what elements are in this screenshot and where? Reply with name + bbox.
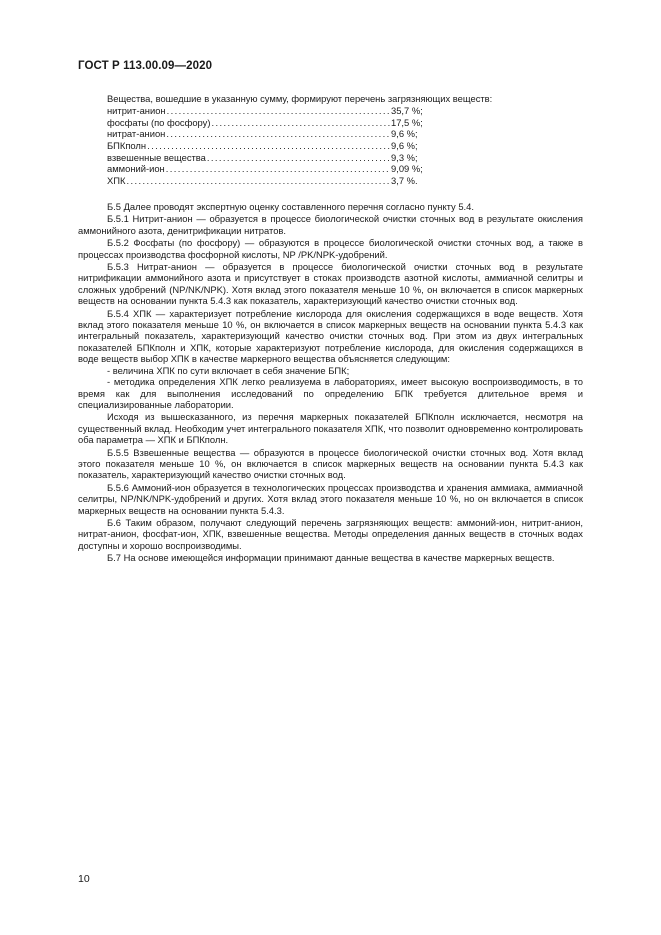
leader-dots <box>166 128 390 140</box>
paragraph-b5: Б.5 Далее проводят экспертную оценку составленного перечня согласно пункту 5.4. <box>107 201 474 212</box>
document-body <box>78 201 583 564</box>
substances-intro: Вещества, вошедшие в указанную сумму, формируют перечень загрязняющих веществ: <box>107 93 493 104</box>
substance-name: БПКполн <box>107 140 147 152</box>
paragraph-b7: Б.7 На основе имеющейся информации принимают данные вещества в качестве маркерных веществ. <box>107 552 555 564</box>
paragraph-b5-6: Б.5.6 Аммоний-ион образуется в технологических процессах производства и хранения аммиака, аммиачной селитры, NP/NK/NPK-удобрений и других. Хотя вклад этого показателя меньше 10 %, но он включается в список маркерных веществ на основании пункта 5.4.3. <box>78 481 583 516</box>
bullet-item: - методика определения ХПК легко реализуема в лабораториях, имеет высокую воспроизводимость, в то время как для выполнения исследований по определению БПК требуется длительное время и специализированные лаборатории. <box>78 376 583 410</box>
substance-name: нитрит-анион <box>107 104 166 116</box>
leader-dots <box>167 105 390 117</box>
paragraph-b5-1: Б.5.1 Нитрит-анион — образуется в процессе биологической очистки сточных вод в результате окисления аммонийного азота, денитрификации нитратов. <box>78 213 583 236</box>
paragraph-b5-5: Б.5.5 Взвешенные вещества — образуются в процессе биологической очистки сточных вод. Хотя вклад этого показателя меньше 10 %, он включается в список маркерных веществ на основании пункта 5.4.3 как показатель, характеризующий качество очистки сточных вод. <box>78 446 583 481</box>
list-item <box>107 140 427 152</box>
substance-name: нитрат-анион <box>107 128 166 140</box>
paragraph-b5-3: Б.5.3 Нитрат-анион — образуется в процессе биологической очистки сточных вод в результате нитрификации аммонийного азота и присутствует в стоках производств азотной кислоты, аммиачной селитры и сложных удобрений (NP/NK/NPK). Хотя вклад этого показателя меньше 10 %, он включается в список маркерных веществ на основании пункта 5.4.3 как показатель, характеризующий качество очистки сточных вод. <box>78 261 583 307</box>
leader-dots <box>147 140 390 152</box>
bullet-item: - величина ХПК по сути включает в себя значение БПК; <box>107 364 350 376</box>
paragraph-b5-2: Б.5.2 Фосфаты (по фосфору) — образуются в процессе биологической очистки сточных вод, а также в процессах производства фосфорной кислоты, NP /PK/NPK-удобрений. <box>78 237 583 260</box>
paragraph-b5-4: Б.5.4 ХПК — характеризует потребление кислорода для окисления содержащихся в воде веществ. Хотя вклад этого показателя меньше 10 %, он включается в список маркерных веществ на основании пункта 5.4.3 как интегральный показатель, характеризующий качество очистки сточных вод. При этом из двух интегральных показателей БПКполн и ХПК, которые характеризуют потребление кислорода, для окисления содержащихся в воде веществ выбор ХПК в качестве маркерного вещества объясняется следующим: <box>78 307 583 365</box>
substance-value: 9,09 %; <box>391 163 423 175</box>
leader-dots <box>126 175 390 187</box>
substance-name: взвешенные вещества <box>107 151 206 163</box>
list-item <box>107 117 427 129</box>
list-item <box>107 152 427 164</box>
document-header: ГОСТ Р 113.00.09—2020 <box>78 60 213 72</box>
leader-dots <box>166 163 390 175</box>
list-item <box>107 128 427 140</box>
list-item <box>107 175 427 187</box>
substance-name: ХПК <box>107 175 126 187</box>
leader-dots <box>207 152 390 164</box>
page-number: 10 <box>78 873 90 885</box>
substance-value: 9,3 %; <box>391 151 418 163</box>
substance-value: 9,6 %; <box>391 128 418 140</box>
list-item <box>107 163 427 175</box>
substances-list <box>107 105 427 187</box>
paragraph-b6: Б.6 Таким образом, получают следующий перечень загрязняющих веществ: аммоний-ион, нитрит-анион, нитрат-анион, фосфат-ион, ХПК, взвешенные вещества. Методы определения данных веществ в сточных водах доступны и хорошо воспроизводимы. <box>78 516 583 551</box>
substance-value: 3,7 %. <box>391 175 418 187</box>
substance-value: 17,5 %; <box>391 116 423 128</box>
list-item <box>107 105 427 117</box>
substance-name: фосфаты (по фосфору) <box>107 116 211 128</box>
substance-name: аммоний-ион <box>107 163 165 175</box>
leader-dots <box>211 117 390 129</box>
paragraph-conclusion: Исходя из вышесказанного, из перечня маркерных показателей БПКполн исключается, несмотря на существенный вклад. Необходим учет интегрального показателя ХПК, что позволит одновременно контролировать оба параметра — ХПК и БПКполн. <box>78 411 583 446</box>
substance-value: 9,6 %; <box>391 140 418 152</box>
substance-value: 35,7 %; <box>391 104 423 116</box>
